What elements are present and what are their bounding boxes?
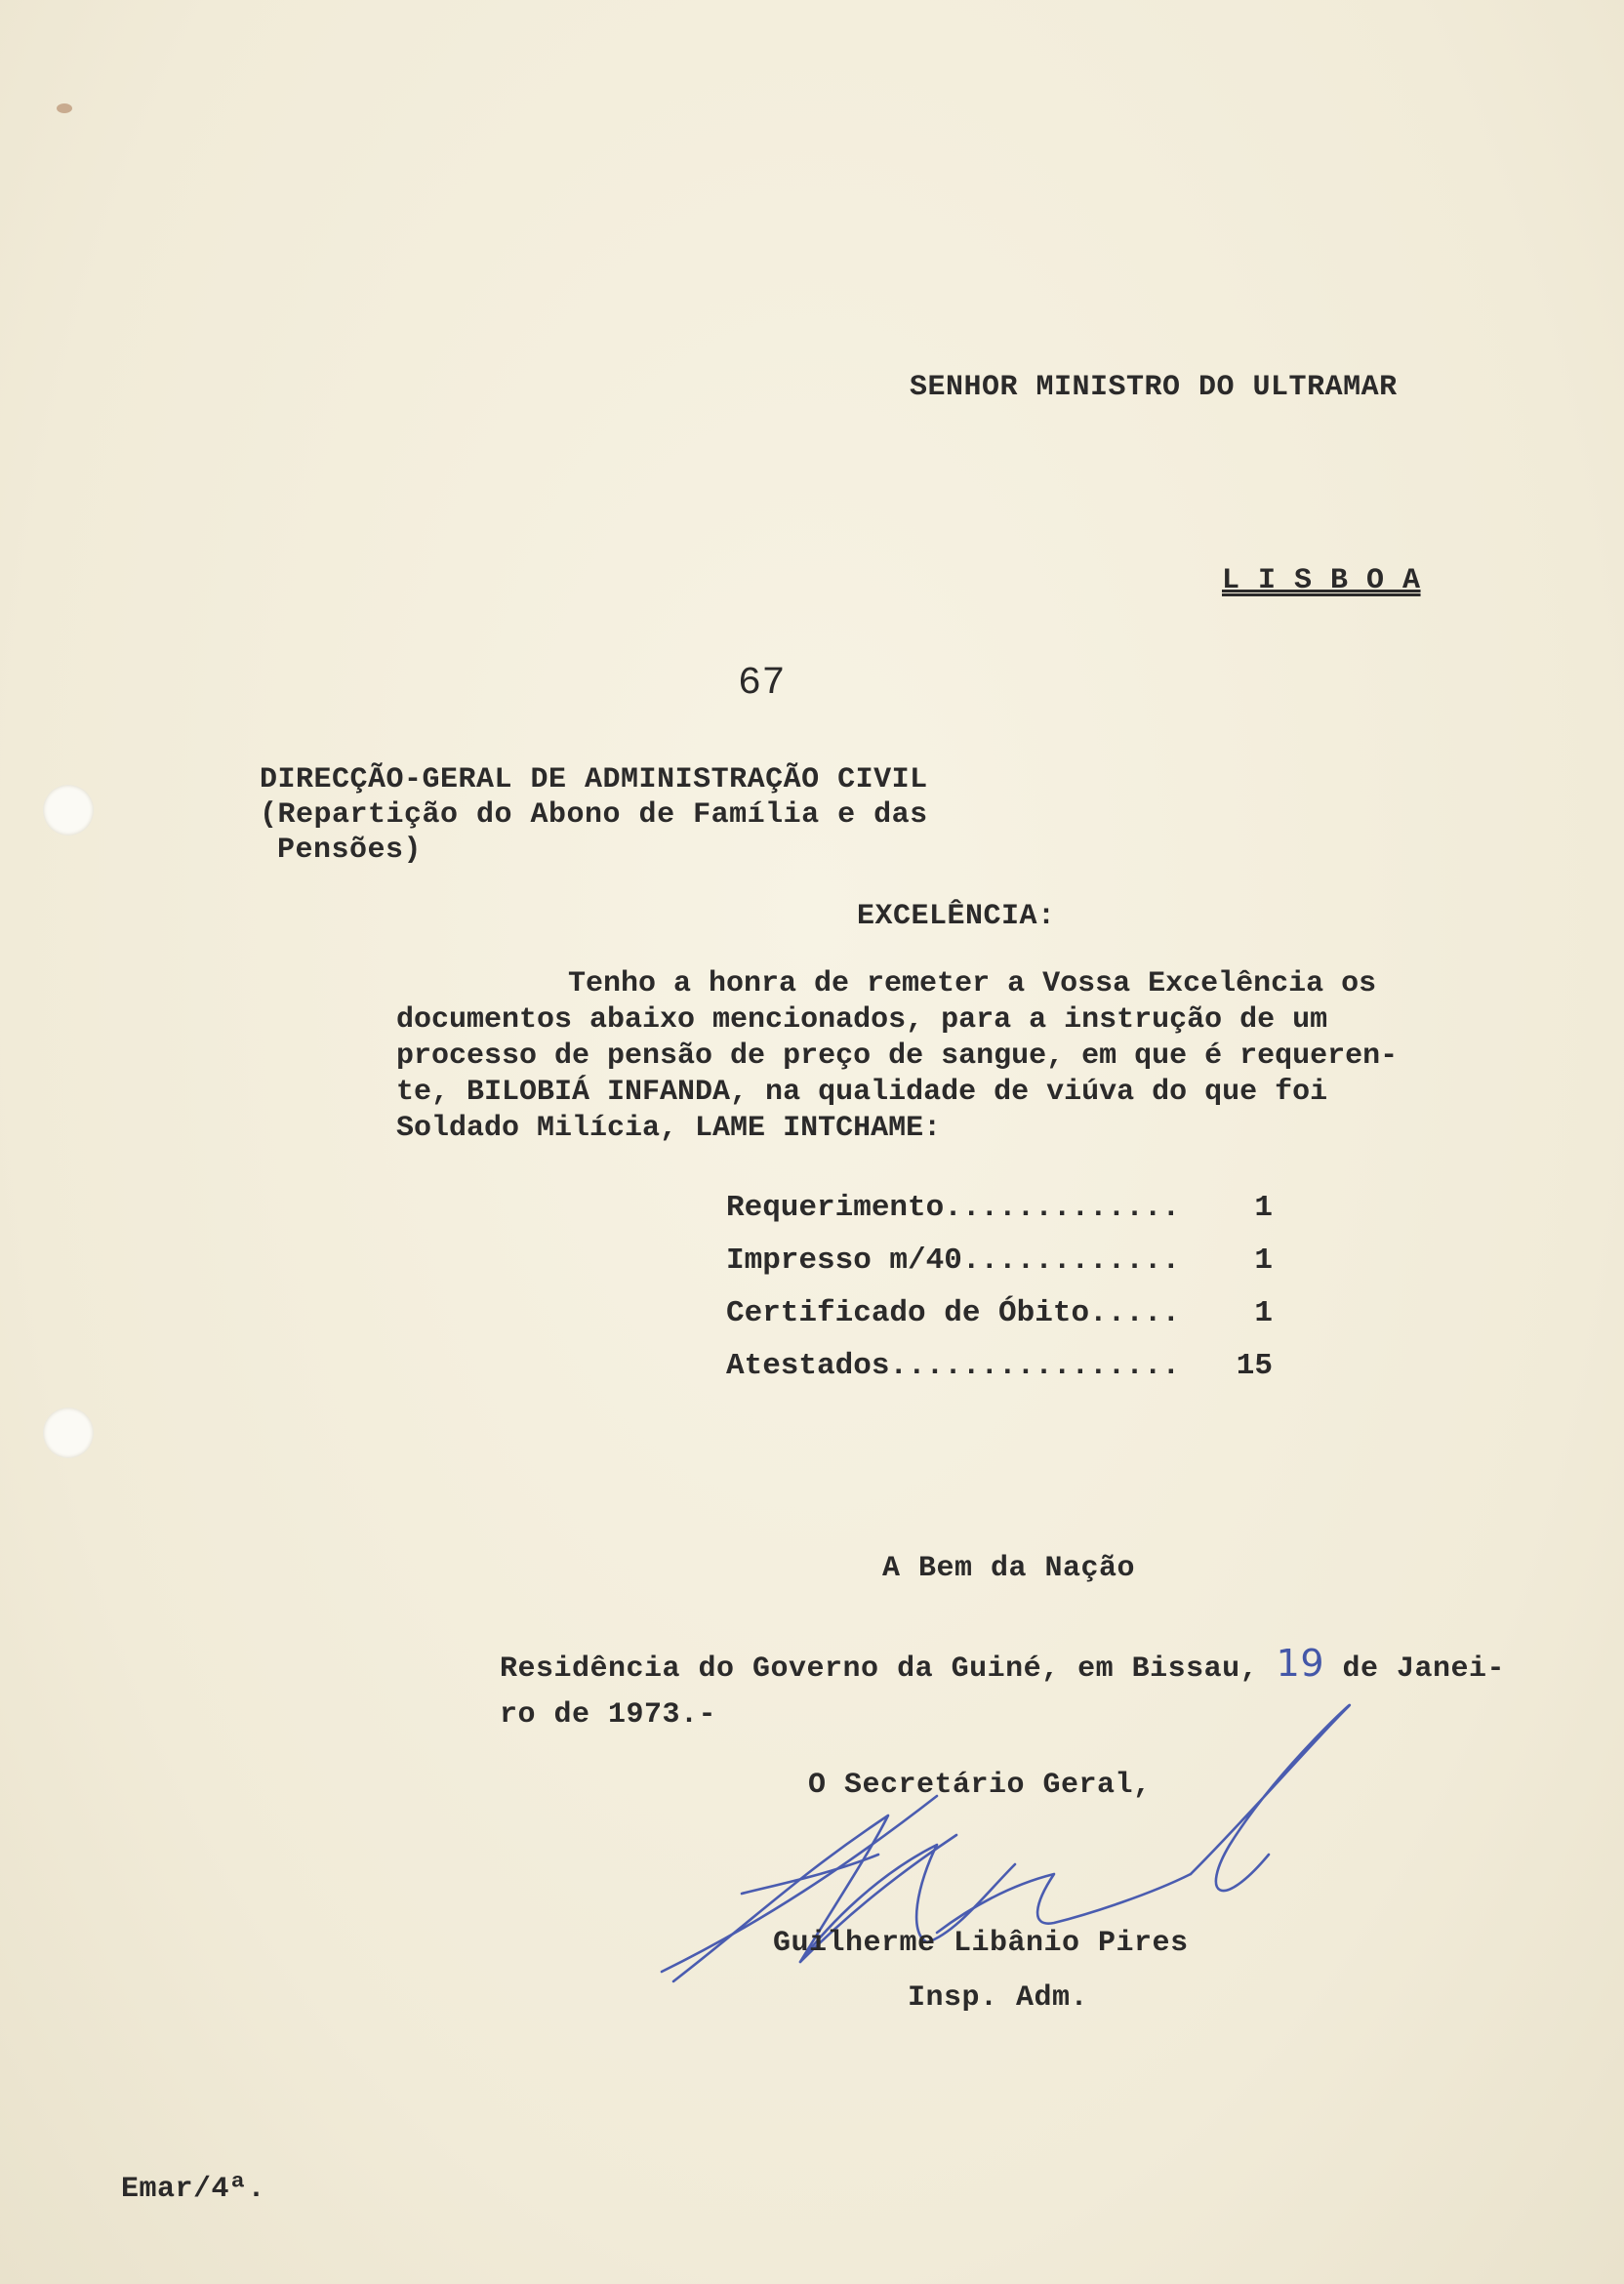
reference-code: Emar/4ª. — [121, 2173, 266, 2206]
item-quantity: 15 — [1236, 1349, 1273, 1383]
place-date-before: Residência do Governo da Guiné, em Bissau, — [500, 1652, 1259, 1686]
list-item — [726, 1349, 1273, 1402]
addressee: SENHOR MINISTRO DO ULTRAMAR — [910, 371, 1398, 404]
place-date-line-1 — [500, 1642, 1505, 1686]
list-item — [726, 1191, 1273, 1244]
item-quantity: 1 — [1254, 1296, 1273, 1330]
place-date-after: de Janei- — [1342, 1652, 1506, 1686]
body-line-5: Soldado Milícia, LAME INTCHAME: — [396, 1112, 942, 1145]
document-list — [726, 1191, 1273, 1402]
body-line-2: documentos abaixo mencionados, para a instrução de um — [396, 1003, 1328, 1037]
body-line-3: processo de pensão de preço de sangue, em que é requeren- — [396, 1040, 1399, 1073]
list-item — [726, 1296, 1273, 1349]
item-label: Impresso m/40............ — [726, 1244, 1181, 1278]
closing: A Bem da Nação — [882, 1552, 1136, 1585]
document-number: 67 — [738, 662, 787, 706]
paper-stain — [57, 103, 72, 113]
body-line-1: Tenho a honra de remeter a Vossa Excelência os — [568, 967, 1377, 1000]
list-item — [726, 1244, 1273, 1296]
item-quantity: 1 — [1254, 1244, 1273, 1278]
place-date-line-2: ro de 1973.- — [500, 1698, 717, 1732]
department-line-3: Pensões) — [277, 834, 423, 867]
item-label: Certificado de Óbito..... — [726, 1296, 1181, 1330]
handwritten-signature — [644, 1689, 1386, 2020]
punch-hole-bottom — [43, 1407, 94, 1458]
punch-hole-top — [43, 785, 94, 836]
department-line-1: DIRECÇÃO-GERAL DE ADMINISTRAÇÃO CIVIL — [260, 763, 928, 796]
salutation: EXCELÊNCIA: — [857, 900, 1056, 933]
signer-rank: Insp. Adm. — [908, 1981, 1089, 2015]
signer-name: Guilherme Libânio Pires — [773, 1927, 1189, 1960]
item-label: Atestados................ — [726, 1349, 1181, 1383]
letter-body — [396, 966, 1398, 1147]
handwritten-day: 19 — [1276, 1642, 1324, 1685]
signer-title: O Secretário Geral, — [808, 1769, 1152, 1802]
department-line-2: (Repartição do Abono de Família e das — [260, 798, 928, 832]
item-quantity: 1 — [1254, 1191, 1273, 1225]
item-label: Requerimento............. — [726, 1191, 1181, 1225]
city: L I S B O A — [1222, 564, 1421, 597]
body-line-4: te, BILOBIÁ INFANDA, na qualidade de viúva do que foi — [396, 1076, 1328, 1109]
